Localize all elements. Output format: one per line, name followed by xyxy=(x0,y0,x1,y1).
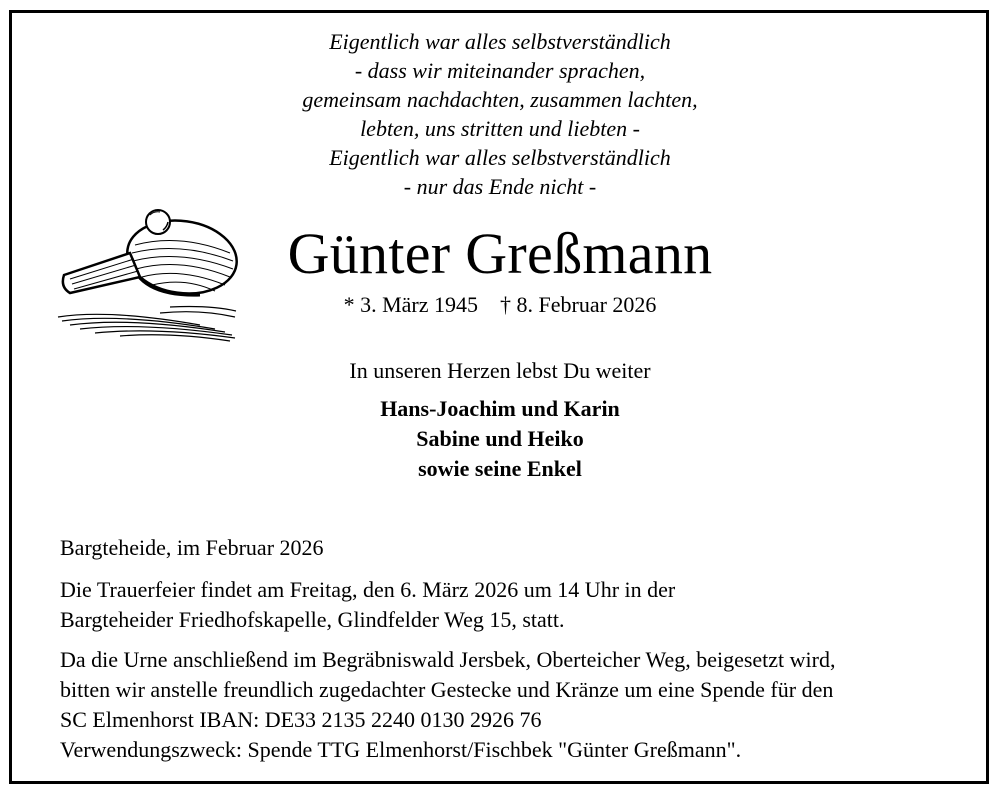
poem-line: Eigentlich war alles selbstverständlich xyxy=(329,29,671,54)
birth-date: * 3. März 1945 xyxy=(343,292,478,317)
place-date-line: Bargteheide, im Februar 2026 xyxy=(60,535,324,560)
donation-paragraph xyxy=(60,645,960,765)
donation-line: bitten wir anstelle freundlich zugedachter Gestecke und Kränze um eine Spende für den xyxy=(60,677,834,702)
motto: In unseren Herzen lebst Du weiter xyxy=(349,358,651,383)
poem-line: - dass wir miteinander sprachen, xyxy=(354,58,646,83)
death-date: † 8. Februar 2026 xyxy=(500,292,657,317)
poem xyxy=(0,27,1000,201)
family-line: sowie seine Enkel xyxy=(418,456,582,481)
family-line: Sabine und Heiko xyxy=(416,426,584,451)
family-line: Hans-Joachim und Karin xyxy=(380,396,620,421)
poem-line: - nur das Ende nicht - xyxy=(403,174,597,199)
place-date xyxy=(60,533,960,563)
poem-line: gemeinsam nachdachten, zusammen lachten, xyxy=(302,87,698,112)
funeral-paragraph xyxy=(60,575,960,635)
donation-line: Da die Urne anschließend im Begräbniswald Jersbek, Oberteicher Weg, beigesetzt wird, xyxy=(60,647,836,672)
poem-line: Eigentlich war alles selbstverständlich xyxy=(329,145,671,170)
donation-line: SC Elmenhorst IBAN: DE33 2135 2240 0130 2926 76 xyxy=(60,707,542,732)
family-list xyxy=(0,394,1000,484)
funeral-line: Bargteheider Friedhofskapelle, Glindfelder Weg 15, statt. xyxy=(60,607,565,632)
deceased-name: Günter Greßmann xyxy=(287,221,713,286)
poem-line: lebten, uns stritten und liebten - xyxy=(360,116,640,141)
life-dates xyxy=(0,290,1000,320)
funeral-line: Die Trauerfeier findet am Freitag, den 6. März 2026 um 14 Uhr in der xyxy=(60,577,676,602)
donation-line: Verwendungszweck: Spende TTG Elmenhorst/Fischbek "Günter Greßmann". xyxy=(60,737,742,762)
